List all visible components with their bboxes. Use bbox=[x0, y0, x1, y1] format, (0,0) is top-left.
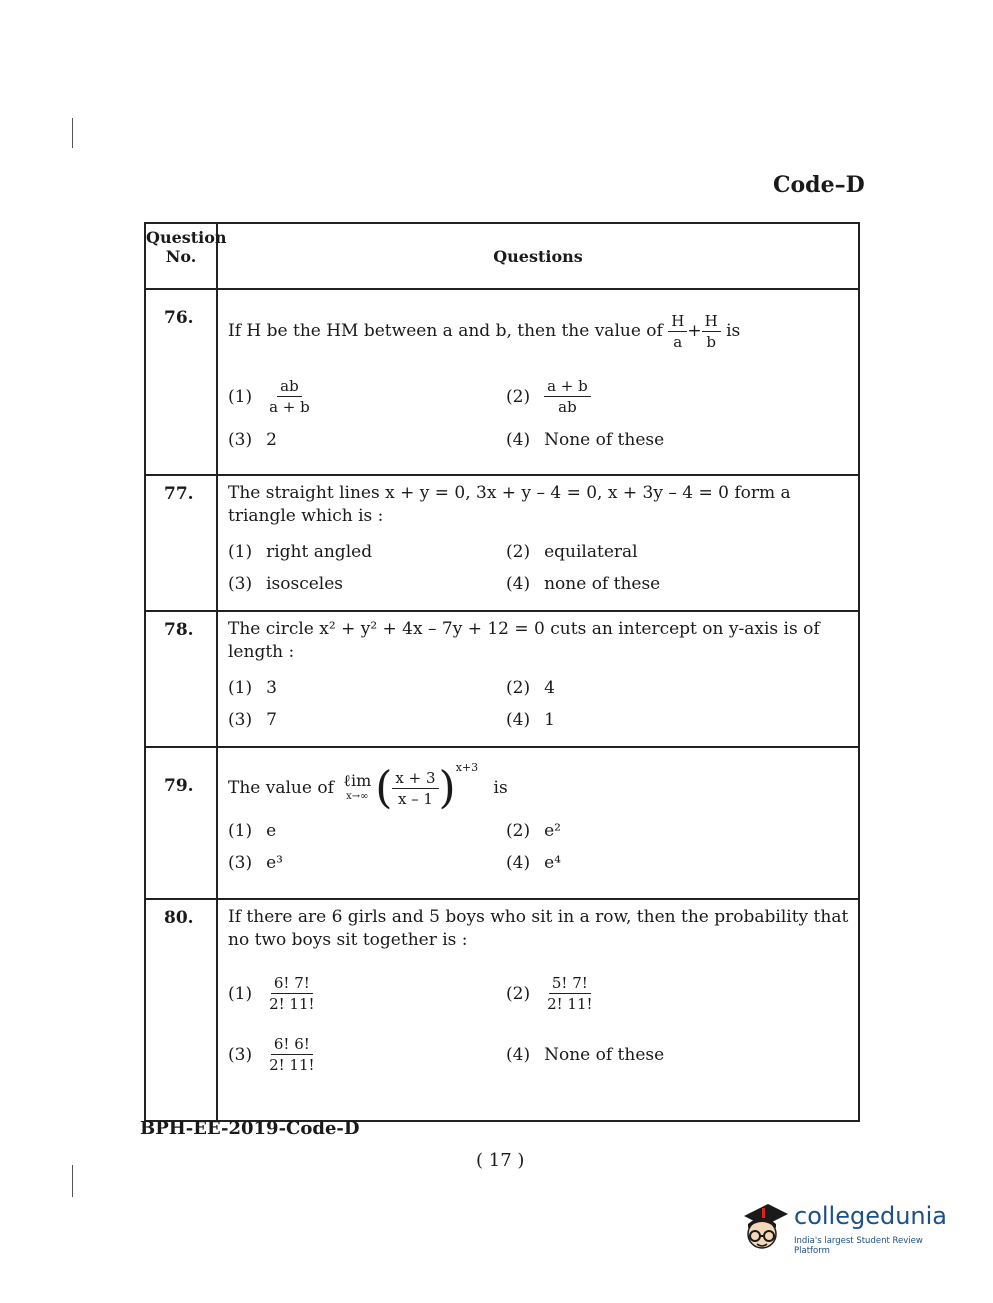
numerator: x + 3 bbox=[392, 769, 438, 789]
numerator: a + b bbox=[544, 377, 591, 397]
option bbox=[506, 542, 850, 562]
options bbox=[228, 974, 850, 1074]
numerator: 6! 7! bbox=[271, 974, 313, 994]
option bbox=[228, 377, 506, 416]
question-stem bbox=[228, 756, 850, 814]
denominator: 2! 11! bbox=[269, 1056, 315, 1074]
option-label: (3) bbox=[228, 1044, 253, 1065]
option bbox=[228, 430, 506, 450]
question-stem bbox=[228, 312, 850, 351]
denominator: 2! 11! bbox=[269, 995, 315, 1013]
brand-watermark bbox=[738, 1198, 960, 1258]
question-row bbox=[145, 611, 859, 747]
denominator: ab bbox=[558, 398, 577, 416]
option-label: (4) bbox=[506, 430, 531, 450]
stem-text: If H be the HM between a and b, then the value of bbox=[228, 321, 663, 341]
question-number: 80. bbox=[145, 899, 217, 1121]
option-text: 3 bbox=[266, 678, 277, 698]
option-text: None of these bbox=[544, 430, 665, 450]
option bbox=[228, 710, 506, 730]
questions-table bbox=[144, 222, 860, 1122]
option bbox=[506, 678, 850, 698]
option bbox=[506, 1045, 850, 1065]
page-number: ( 17 ) bbox=[476, 1150, 525, 1171]
option bbox=[228, 678, 506, 698]
code-label: Code–D bbox=[773, 172, 865, 198]
questions-header: Questions bbox=[217, 223, 859, 289]
options bbox=[228, 821, 850, 873]
numerator: ab bbox=[277, 377, 302, 397]
numerator: H bbox=[702, 312, 721, 332]
option bbox=[506, 853, 850, 873]
option bbox=[228, 853, 506, 873]
question-stem: The circle x² + y² + 4x – 7y + 12 = 0 cuts an intercept on y-axis is of length : bbox=[228, 619, 820, 662]
option-label: (3) bbox=[228, 430, 253, 450]
student-mascot-icon bbox=[738, 1198, 790, 1258]
option-text: equilateral bbox=[544, 542, 638, 562]
option-label: (3) bbox=[228, 574, 253, 594]
fraction bbox=[392, 769, 438, 808]
option-text: right angled bbox=[266, 542, 373, 562]
option-text: 7 bbox=[266, 710, 277, 730]
paper-code: BPH-EE-2019-Code-D bbox=[140, 1118, 360, 1139]
denominator: a + b bbox=[269, 398, 310, 416]
option bbox=[506, 974, 850, 1013]
question-number: 76. bbox=[145, 289, 217, 475]
denominator: x – 1 bbox=[397, 790, 433, 808]
option bbox=[228, 574, 506, 594]
question-body bbox=[217, 475, 859, 611]
question-row bbox=[145, 899, 859, 1121]
fraction bbox=[544, 974, 595, 1013]
denominator: 2! 11! bbox=[547, 995, 593, 1013]
question-number: 77. bbox=[145, 475, 217, 611]
option-label: (1) bbox=[228, 542, 253, 562]
option-label: (3) bbox=[228, 852, 253, 873]
numerator: 6! 6! bbox=[271, 1035, 313, 1055]
option-label: (1) bbox=[228, 386, 253, 407]
table-header-row bbox=[145, 223, 859, 289]
option-label: (2) bbox=[506, 820, 531, 841]
option-label: (3) bbox=[228, 710, 253, 730]
option-text: e⁴ bbox=[544, 852, 561, 873]
question-stem: The straight lines x + y = 0, 3x + y – 4 = 0, x + 3y – 4 = 0 form a triangle which is : bbox=[228, 483, 791, 526]
option-text: none of these bbox=[544, 574, 661, 594]
option-text: 4 bbox=[544, 678, 555, 698]
option bbox=[228, 542, 506, 562]
option-text: e³ bbox=[266, 852, 283, 873]
option bbox=[506, 821, 850, 841]
plus-sign: + bbox=[687, 321, 702, 341]
fraction bbox=[668, 312, 687, 351]
option-text: e² bbox=[544, 820, 561, 841]
option-text: e bbox=[266, 820, 277, 841]
lim-word: ℓim bbox=[343, 770, 372, 790]
option-label: (1) bbox=[228, 820, 253, 841]
limit-operator bbox=[343, 770, 372, 805]
right-paren: ) bbox=[438, 762, 456, 814]
question-body bbox=[217, 899, 859, 1121]
options bbox=[228, 678, 850, 730]
option-text: 2 bbox=[266, 430, 277, 450]
option bbox=[506, 574, 850, 594]
options bbox=[228, 542, 850, 594]
question-body bbox=[217, 611, 859, 747]
option-text: isosceles bbox=[266, 574, 344, 594]
option bbox=[228, 821, 506, 841]
lim-subscript: x→∞ bbox=[346, 790, 369, 802]
question-number: 78. bbox=[145, 611, 217, 747]
denominator: a bbox=[673, 333, 683, 351]
question-number: 79. bbox=[145, 747, 217, 899]
option-text: None of these bbox=[544, 1044, 665, 1065]
denominator: b bbox=[706, 333, 716, 351]
option-label: (2) bbox=[506, 678, 531, 698]
numerator: H bbox=[668, 312, 687, 332]
option bbox=[506, 377, 850, 416]
option-label: (4) bbox=[506, 852, 531, 873]
options bbox=[228, 377, 850, 450]
option-label: (4) bbox=[506, 710, 531, 730]
option-label: (2) bbox=[506, 983, 531, 1004]
option-label: (2) bbox=[506, 542, 531, 562]
exponent: x+3 bbox=[455, 761, 479, 774]
option bbox=[506, 710, 850, 730]
question-row bbox=[145, 289, 859, 475]
option-text: 1 bbox=[544, 710, 555, 730]
left-paren: ( bbox=[375, 762, 393, 814]
brand-name: collegedunia bbox=[794, 1202, 948, 1230]
option-label: (4) bbox=[506, 574, 531, 594]
fraction bbox=[544, 377, 591, 416]
option-label: (1) bbox=[228, 678, 253, 698]
option bbox=[506, 430, 850, 450]
fraction bbox=[702, 312, 721, 351]
question-body bbox=[217, 747, 859, 899]
question-body bbox=[217, 289, 859, 475]
stem-tail: is bbox=[493, 778, 508, 798]
question-stem: If there are 6 girls and 5 boys who sit in a row, then the probability that no two boys sit together is : bbox=[228, 907, 849, 950]
scan-artifact bbox=[72, 1165, 73, 1197]
stem-tail: is bbox=[726, 321, 741, 341]
numerator: 5! 7! bbox=[549, 974, 591, 994]
question-no-header: Question No. bbox=[145, 223, 217, 289]
scan-artifact bbox=[72, 118, 73, 148]
brand-tagline: India's largest Student Review Platform bbox=[794, 1236, 923, 1256]
question-row bbox=[145, 747, 859, 899]
option-label: (4) bbox=[506, 1044, 531, 1065]
option bbox=[228, 974, 506, 1013]
option-label: (2) bbox=[506, 386, 531, 407]
fraction bbox=[266, 1035, 317, 1074]
option bbox=[228, 1035, 506, 1074]
option-label: (1) bbox=[228, 983, 253, 1004]
fraction bbox=[266, 377, 313, 416]
stem-text: The value of bbox=[228, 778, 334, 798]
question-row bbox=[145, 475, 859, 611]
fraction bbox=[266, 974, 317, 1013]
